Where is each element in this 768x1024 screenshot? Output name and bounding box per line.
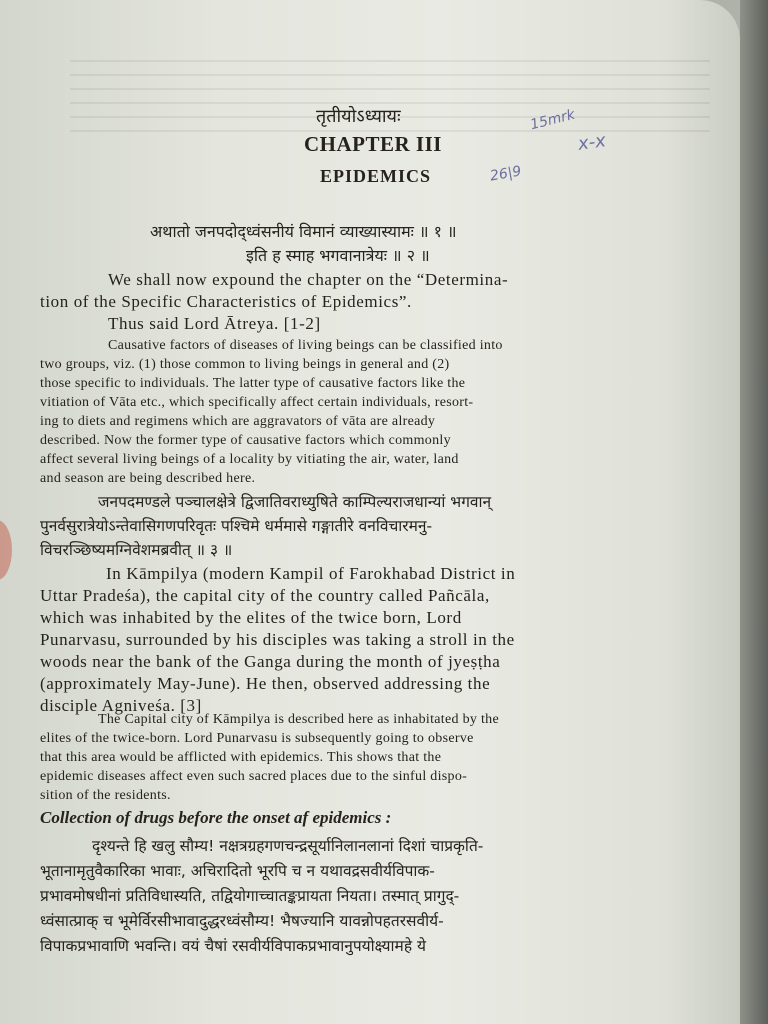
commentary-line: that this area would be afflicted with epidemics. This shows that the [40, 750, 442, 765]
commentary-line: described. Now the former type of causative factors which commonly [40, 433, 451, 448]
commentary-line: affect several living beings of a locality by vitiating the air, water, land [40, 452, 459, 467]
handwritten-note: x-x [576, 130, 608, 155]
translation-line: In Kāmpilya (modern Kampil of Farokhabad District in [106, 564, 516, 583]
sanskrit-chapter-title: तृतीयोऽध्यायः [316, 106, 401, 127]
translation-line: woods near the bank of the Ganga during the month of jyeṣṭha [40, 652, 501, 671]
commentary-line: sition of the residents. [40, 788, 171, 803]
sanskrit-verse-line: जनपदमण्डले पञ्चालक्षेत्रे द्विजातिवराध्युषिते काम्पिल्यराजधान्यां भगवान् [98, 493, 492, 511]
translation-line: which was inhabited by the elites of the twice born, Lord [40, 608, 462, 627]
sanskrit-verse-line: विचरञ्छिष्यमग्निवेशमब्रवीत् ॥ ३ ॥ [40, 541, 233, 559]
translation-line: We shall now expound the chapter on the “Determina- [108, 270, 509, 289]
commentary-line: vitiation of Vāta etc., which specifically affect certain individuals, resort- [40, 395, 474, 410]
commentary-line: and season are being described here. [40, 471, 256, 486]
sanskrit-verse-line: इति ह स्माह भगवानात्रेयः ॥ २ ॥ [246, 246, 430, 265]
translation-line: (approximately May-June). He then, observed addressing the [40, 674, 491, 693]
translation-line: disciple Agniveśa. [3] [40, 696, 202, 715]
sanskrit-verse-line: दृश्यन्ते हि खलु सौम्य! नक्षत्रग्रहगणचन्द्रसूर्यानिलानलानां दिशां चाप्रकृति- [92, 837, 484, 855]
section-heading: Collection of drugs before the onset af epidemics : [40, 808, 392, 827]
sanskrit-verse-line: प्रभावमोषधीनां प्रतिविधास्यति, तद्वियोगाच्चातङ्कप्रायता नियता। तस्मात् प्रागुद्- [40, 887, 460, 905]
commentary-line: The Capital city of Kāmpilya is described here as inhabitated by the [98, 712, 499, 727]
translation-line: Thus said Lord Ātreya. [1-2] [108, 314, 321, 333]
sanskrit-verse-line: भूतानामृतुवैकारिका भावाः, अचिरादितो भूरपि च न यथावद्रसवीर्यविपाक- [40, 862, 435, 880]
commentary-line: elites of the twice-born. Lord Punarvasu is subsequently going to observe [40, 731, 474, 746]
commentary-line: ing to diets and regimens which are aggravators of vāta are already [40, 414, 436, 429]
translation-line: tion of the Specific Characteristics of Epidemics”. [40, 292, 412, 311]
handwritten-note: 26|9 [488, 163, 523, 185]
commentary-line: epidemic diseases affect even such sacred places due to the sinful dispo- [40, 769, 468, 784]
commentary-line: Causative factors of diseases of living beings can be classified into [108, 338, 503, 353]
book-edge-shadow [740, 0, 768, 1024]
translation-line: Punarvasu, surrounded by his disciples was taking a stroll in the [40, 630, 515, 649]
thumb [0, 520, 12, 580]
handwritten-note: 15mrk [528, 106, 577, 134]
sanskrit-verse-line: पुनर्वसुरात्रेयोऽन्तेवासिगणपरिवृतः पश्चिमे धर्ममासे गङ्गातीरे वनविचारमनु- [40, 517, 433, 535]
bleed-through-text [70, 60, 710, 140]
sanskrit-verse-line: अथातो जनपदोद्ध्वंसनीयं विमानं व्याख्यास्यामः ॥ १ ॥ [150, 222, 457, 241]
sanskrit-verse-line: विपाकप्रभावाणि भवन्ति। वयं चैषां रसवीर्यविपाकप्रभावानुपयोक्ष्यामहे ये [40, 937, 426, 955]
sanskrit-verse-line: ध्वंसात्प्राक् च भूमेर्विरसीभावादुद्धरध्वंसौम्य! भैषज्यानि यावन्नोपहतरसवीर्य- [40, 912, 444, 930]
commentary-line: those specific to individuals. The latter type of causative factors like the [40, 376, 466, 391]
chapter-title: EPIDEMICS [320, 166, 432, 186]
chapter-number: CHAPTER III [304, 132, 442, 156]
commentary-line: two groups, viz. (1) those common to living beings in general and (2) [40, 357, 450, 372]
translation-line: Uttar Pradeśa), the capital city of the country called Pañcāla, [40, 586, 490, 605]
